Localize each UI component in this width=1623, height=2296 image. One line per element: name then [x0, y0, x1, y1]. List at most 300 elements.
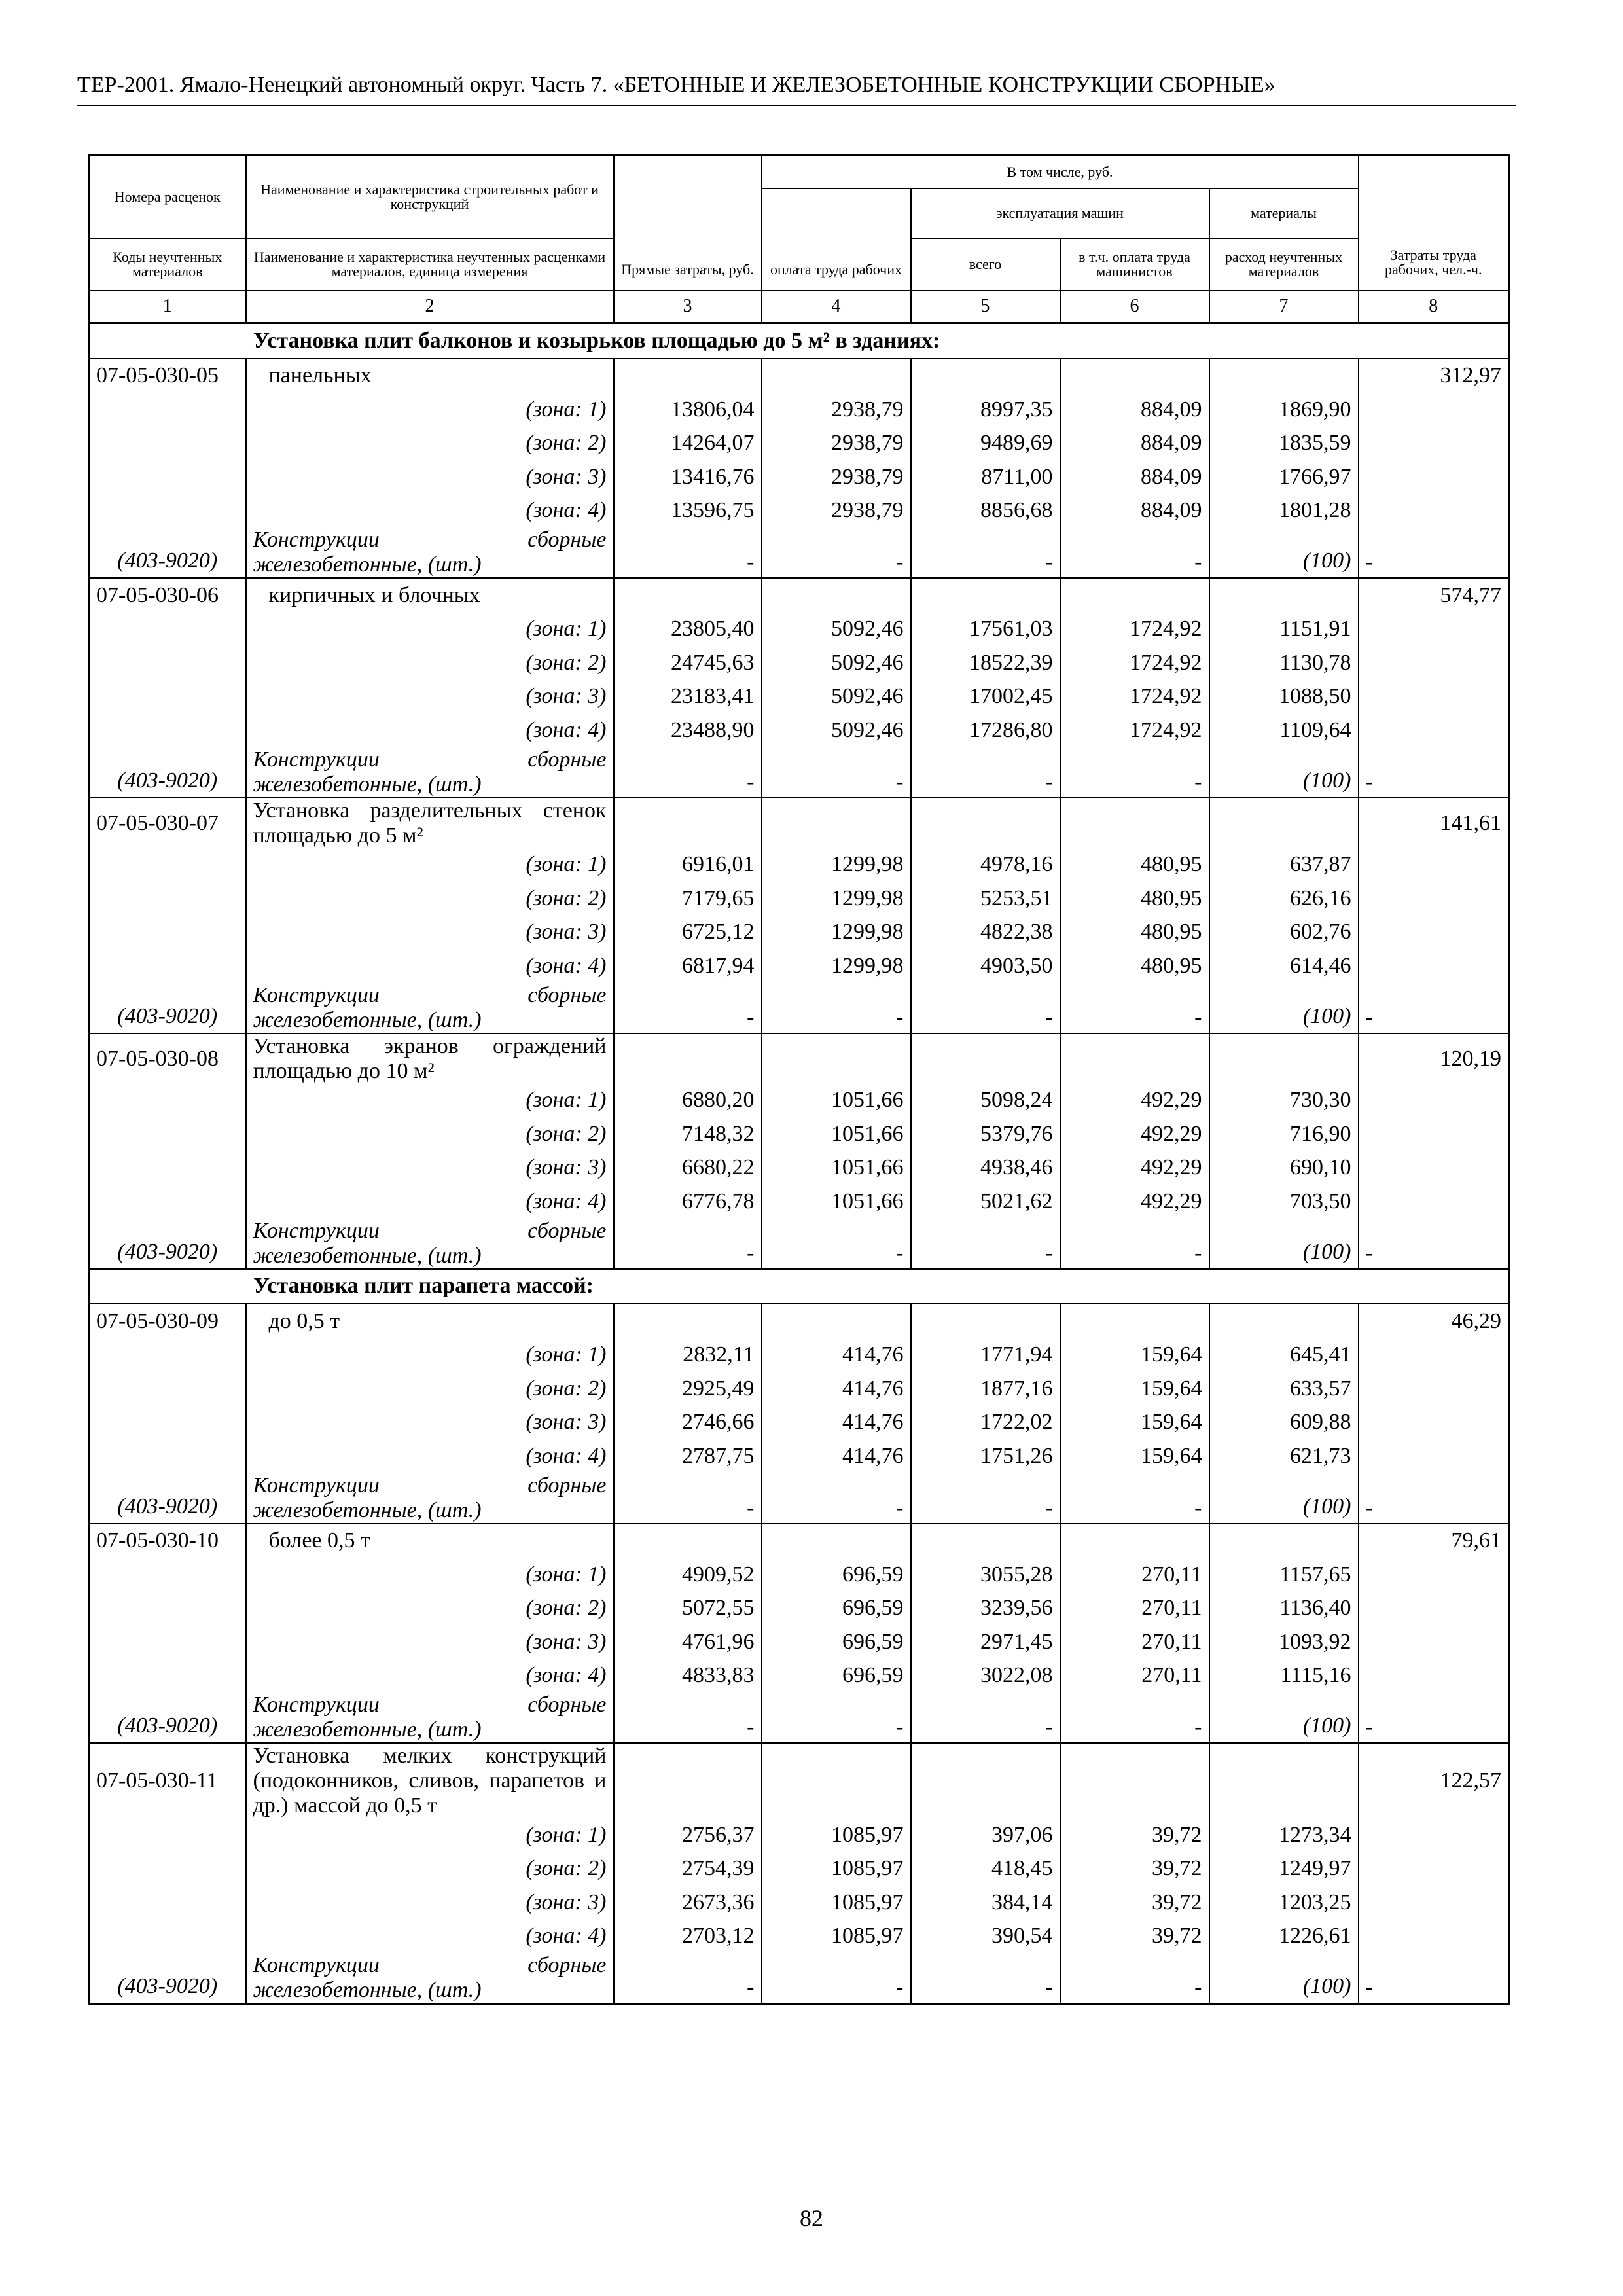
materials-cost: 1835,59 — [1209, 427, 1359, 461]
zone-label: (зона: 1) — [246, 1338, 614, 1372]
empty-cell — [1209, 798, 1359, 848]
material-row — [89, 1953, 1509, 2004]
empty-cell — [89, 460, 246, 494]
rate-name: более 0,5 т — [246, 1524, 614, 1558]
empty-cell — [89, 393, 246, 427]
page-number: 82 — [800, 2205, 823, 2231]
material-percent: (100) — [1209, 1693, 1359, 1743]
col7-header: расход неучтенных материалов — [1209, 238, 1359, 291]
operators-cost: 884,09 — [1060, 427, 1209, 461]
direct-cost: 23805,40 — [614, 613, 762, 647]
operators-cost: 480,95 — [1060, 949, 1209, 983]
zone-row — [89, 949, 1509, 983]
zone-label: (зона: 3) — [246, 916, 614, 950]
labor-cost: 79,61 — [1359, 1524, 1509, 1558]
material-dash: - — [1359, 1473, 1509, 1524]
zone-row — [89, 1886, 1509, 1920]
zone-row — [89, 646, 1509, 680]
zone-row — [89, 1117, 1509, 1151]
materials-cost: 716,90 — [1209, 1117, 1359, 1151]
machines-cost: 4978,16 — [911, 848, 1060, 882]
zone-label: (зона: 3) — [246, 680, 614, 714]
empty-cell — [614, 359, 762, 393]
material-dash: - — [1060, 1473, 1209, 1524]
wages-cost: 414,76 — [762, 1439, 911, 1473]
material-code: (403-9020) — [89, 528, 246, 578]
machines-cost: 17286,80 — [911, 713, 1060, 747]
materials-cost: 1130,78 — [1209, 646, 1359, 680]
direct-cost: 4833,83 — [614, 1659, 762, 1693]
empty-cell — [89, 949, 246, 983]
column-number: 3 — [614, 291, 762, 323]
material-code: (403-9020) — [89, 747, 246, 798]
material-dash: - — [614, 528, 762, 578]
direct-cost: 2703,12 — [614, 1920, 762, 1954]
zone-row — [89, 1406, 1509, 1440]
zone-row — [89, 1659, 1509, 1693]
direct-cost: 23488,90 — [614, 713, 762, 747]
col1-top-header: Номера расценок — [89, 156, 246, 238]
zone-label: (зона: 4) — [246, 1659, 614, 1693]
material-dash: - — [911, 983, 1060, 1033]
section-title-row — [89, 1269, 1509, 1304]
zone-row — [89, 1439, 1509, 1473]
direct-cost: 6817,94 — [614, 949, 762, 983]
operators-cost: 1724,92 — [1060, 646, 1209, 680]
zone-label: (зона: 2) — [246, 1372, 614, 1406]
empty-cell — [1060, 359, 1209, 393]
direct-cost: 14264,07 — [614, 427, 762, 461]
zone-row — [89, 1372, 1509, 1406]
zone-row — [89, 393, 1509, 427]
col4-header: оплата труда рабочих — [762, 188, 911, 291]
zone-label: (зона: 3) — [246, 1625, 614, 1659]
wages-cost: 1085,97 — [762, 1920, 911, 1954]
empty-cell — [1359, 916, 1509, 950]
empty-cell — [89, 613, 246, 647]
material-dash: - — [911, 1693, 1060, 1743]
materials-cost: 1249,97 — [1209, 1852, 1359, 1886]
empty-cell — [89, 848, 246, 882]
empty-cell — [89, 882, 246, 916]
operators-cost: 480,95 — [1060, 882, 1209, 916]
empty-cell — [1359, 1406, 1509, 1440]
column-number: 5 — [911, 291, 1060, 323]
labor-cost: 574,77 — [1359, 578, 1509, 613]
wages-cost: 1299,98 — [762, 916, 911, 950]
empty-cell — [762, 798, 911, 848]
direct-cost: 2832,11 — [614, 1338, 762, 1372]
material-dash: - — [614, 1473, 762, 1524]
direct-cost: 2746,66 — [614, 1406, 762, 1440]
empty-cell — [762, 1304, 911, 1338]
direct-cost: 2787,75 — [614, 1439, 762, 1473]
operators-cost: 270,11 — [1060, 1592, 1209, 1626]
zone-row — [89, 613, 1509, 647]
empty-cell — [1359, 460, 1509, 494]
machines-cost: 3239,56 — [911, 1592, 1060, 1626]
empty-cell — [1359, 1372, 1509, 1406]
machines-cost: 5021,62 — [911, 1185, 1060, 1219]
column-numbers-row — [89, 291, 1509, 323]
labor-cost: 122,57 — [1359, 1743, 1509, 1818]
empty-cell — [1359, 680, 1509, 714]
wages-cost: 1299,98 — [762, 882, 911, 916]
machines-cost: 17561,03 — [911, 613, 1060, 647]
labor-cost: 46,29 — [1359, 1304, 1509, 1338]
materials-cost: 1109,64 — [1209, 713, 1359, 747]
wages-cost: 1299,98 — [762, 949, 911, 983]
empty-cell — [1359, 1659, 1509, 1693]
zone-row — [89, 1558, 1509, 1592]
wages-cost: 1051,66 — [762, 1151, 911, 1185]
machines-cost: 18522,39 — [911, 646, 1060, 680]
material-code: (403-9020) — [89, 1693, 246, 1743]
wages-cost: 2938,79 — [762, 460, 911, 494]
empty-cell — [89, 1920, 246, 1954]
empty-cell — [762, 1033, 911, 1084]
column-number: 4 — [762, 291, 911, 323]
material-dash: - — [911, 1473, 1060, 1524]
section-title-row — [89, 323, 1509, 359]
empty-cell — [1209, 578, 1359, 613]
machines-cost: 4903,50 — [911, 949, 1060, 983]
material-percent: (100) — [1209, 1219, 1359, 1269]
empty-cell — [89, 1592, 246, 1626]
empty-cell — [1359, 393, 1509, 427]
direct-cost: 2756,37 — [614, 1818, 762, 1852]
wages-cost: 1051,66 — [762, 1185, 911, 1219]
empty-cell — [911, 1033, 1060, 1084]
empty-cell — [911, 359, 1060, 393]
zone-row — [89, 848, 1509, 882]
material-dash: - — [762, 747, 911, 798]
empty-cell — [1359, 1338, 1509, 1372]
operators-cost: 492,29 — [1060, 1185, 1209, 1219]
wages-cost: 414,76 — [762, 1338, 911, 1372]
rate-code: 07-05-030-06 — [89, 578, 246, 613]
zone-row — [89, 1920, 1509, 1954]
machines-cost: 390,54 — [911, 1920, 1060, 1954]
empty-cell — [1060, 1033, 1209, 1084]
material-percent: (100) — [1209, 983, 1359, 1033]
material-dash: - — [762, 1693, 911, 1743]
empty-cell — [89, 1117, 246, 1151]
materials-cost: 626,16 — [1209, 882, 1359, 916]
empty-cell — [1359, 713, 1509, 747]
machines-cost: 384,14 — [911, 1886, 1060, 1920]
wages-cost: 1051,66 — [762, 1117, 911, 1151]
rate-name: Установка мелких конструкций (подоконников, сливов, парапетов и др.) массой до 0,5 т — [246, 1743, 614, 1818]
material-name: Конструкции сборные железобетонные, (шт.) — [246, 528, 614, 578]
operators-cost: 39,72 — [1060, 1886, 1209, 1920]
zone-row — [89, 1592, 1509, 1626]
operators-cost: 159,64 — [1060, 1439, 1209, 1473]
page-header: ТЕР-2001. Ямало-Ненецкий автономный округ. Часть 7. «БЕТОННЫЕ И ЖЕЛЕЗОБЕТОННЫЕ КОНСТРУКЦИИ СБОРНЫЕ» — [77, 71, 1516, 106]
wages-cost: 5092,46 — [762, 613, 911, 647]
empty-cell — [89, 1818, 246, 1852]
empty-cell — [89, 1084, 246, 1118]
material-row — [89, 1219, 1509, 1269]
col8-header: Затраты труда рабочих, чел.-ч. — [1359, 156, 1509, 291]
empty-cell — [1359, 882, 1509, 916]
zone-label: (зона: 4) — [246, 494, 614, 528]
machines-cost: 1751,26 — [911, 1439, 1060, 1473]
column-number: 1 — [89, 291, 246, 323]
zone-row — [89, 494, 1509, 528]
operators-cost: 884,09 — [1060, 494, 1209, 528]
material-dash: - — [762, 1953, 911, 2004]
zone-row — [89, 1852, 1509, 1886]
direct-cost: 4761,96 — [614, 1625, 762, 1659]
empty-cell — [1060, 1743, 1209, 1818]
zone-label: (зона: 3) — [246, 1886, 614, 1920]
rate-row — [89, 1743, 1509, 1818]
material-dash: - — [1359, 1953, 1509, 2004]
materials-cost: 730,30 — [1209, 1084, 1359, 1118]
material-dash: - — [1060, 1219, 1209, 1269]
zone-label: (зона: 4) — [246, 1439, 614, 1473]
direct-cost: 2673,36 — [614, 1886, 762, 1920]
empty-cell — [1359, 1439, 1509, 1473]
material-name: Конструкции сборные железобетонные, (шт.) — [246, 1219, 614, 1269]
operators-cost: 884,09 — [1060, 393, 1209, 427]
materials-cost: 1766,97 — [1209, 460, 1359, 494]
empty-cell — [911, 1743, 1060, 1818]
empty-cell — [1209, 1524, 1359, 1558]
rates-table — [88, 154, 1510, 2005]
material-row — [89, 1693, 1509, 1743]
empty-cell — [1359, 1558, 1509, 1592]
zone-label: (зона: 2) — [246, 427, 614, 461]
column-number: 6 — [1060, 291, 1209, 323]
rate-code: 07-05-030-05 — [89, 359, 246, 393]
zone-row — [89, 680, 1509, 714]
wages-cost: 1051,66 — [762, 1084, 911, 1118]
machines-cost: 8856,68 — [911, 494, 1060, 528]
rate-row — [89, 578, 1509, 613]
empty-cell — [614, 1033, 762, 1084]
material-row — [89, 528, 1509, 578]
empty-cell — [89, 1185, 246, 1219]
zone-row — [89, 460, 1509, 494]
materials-cost: 1157,65 — [1209, 1558, 1359, 1592]
zone-label: (зона: 4) — [246, 949, 614, 983]
materials-cost: 621,73 — [1209, 1439, 1359, 1473]
materials-cost: 633,57 — [1209, 1372, 1359, 1406]
empty-cell — [1359, 1625, 1509, 1659]
rate-code: 07-05-030-07 — [89, 798, 246, 848]
empty-cell — [89, 713, 246, 747]
empty-cell — [89, 427, 246, 461]
operators-cost: 39,72 — [1060, 1852, 1209, 1886]
operators-cost: 270,11 — [1060, 1558, 1209, 1592]
section-title: Установка плит балконов и козырьков площадью до 5 м² в зданиях: — [89, 323, 1509, 359]
empty-cell — [762, 578, 911, 613]
empty-cell — [614, 798, 762, 848]
wages-cost: 5092,46 — [762, 713, 911, 747]
wages-cost: 696,59 — [762, 1592, 911, 1626]
empty-cell — [89, 1659, 246, 1693]
materials-cost: 690,10 — [1209, 1151, 1359, 1185]
labor-cost: 141,61 — [1359, 798, 1509, 848]
material-dash: - — [911, 1953, 1060, 2004]
empty-cell — [614, 1743, 762, 1818]
empty-cell — [1359, 1151, 1509, 1185]
zone-row — [89, 1818, 1509, 1852]
zone-label: (зона: 1) — [246, 1818, 614, 1852]
rate-name: панельных — [246, 359, 614, 393]
zone-label: (зона: 3) — [246, 1406, 614, 1440]
empty-cell — [1359, 1592, 1509, 1626]
zone-row — [89, 427, 1509, 461]
material-dash: - — [1359, 1219, 1509, 1269]
zone-row — [89, 882, 1509, 916]
table-header — [89, 156, 1509, 323]
material-dash: - — [614, 747, 762, 798]
direct-cost: 23183,41 — [614, 680, 762, 714]
machines-cost: 4938,46 — [911, 1151, 1060, 1185]
materials-cost: 1203,25 — [1209, 1886, 1359, 1920]
zone-label: (зона: 4) — [246, 1185, 614, 1219]
zone-label: (зона: 3) — [246, 460, 614, 494]
empty-cell — [1359, 646, 1509, 680]
material-dash: - — [614, 1219, 762, 1269]
material-name: Конструкции сборные железобетонные, (шт.) — [246, 1693, 614, 1743]
direct-cost: 6776,78 — [614, 1185, 762, 1219]
material-percent: (100) — [1209, 1953, 1359, 2004]
operators-cost: 884,09 — [1060, 460, 1209, 494]
wages-cost: 414,76 — [762, 1406, 911, 1440]
empty-cell — [614, 1304, 762, 1338]
wages-cost: 1085,97 — [762, 1886, 911, 1920]
machines-cost: 5253,51 — [911, 882, 1060, 916]
empty-cell — [89, 1372, 246, 1406]
direct-cost: 6725,12 — [614, 916, 762, 950]
operators-cost: 1724,92 — [1060, 713, 1209, 747]
wages-cost: 5092,46 — [762, 646, 911, 680]
materials-cost: 1093,92 — [1209, 1625, 1359, 1659]
material-dash: - — [614, 1953, 762, 2004]
labor-cost: 120,19 — [1359, 1033, 1509, 1084]
material-code: (403-9020) — [89, 983, 246, 1033]
empty-cell — [1359, 1920, 1509, 1954]
materials-cost: 609,88 — [1209, 1406, 1359, 1440]
empty-cell — [1359, 1084, 1509, 1118]
zone-label: (зона: 3) — [246, 1151, 614, 1185]
rate-code: 07-05-030-09 — [89, 1304, 246, 1338]
section-title: Установка плит парапета массой: — [89, 1269, 1509, 1304]
direct-cost: 6916,01 — [614, 848, 762, 882]
material-dash: - — [614, 1693, 762, 1743]
operators-cost: 1724,92 — [1060, 680, 1209, 714]
materials-cost: 614,46 — [1209, 949, 1359, 983]
zone-label: (зона: 1) — [246, 1084, 614, 1118]
material-row — [89, 747, 1509, 798]
col5-header: всего — [911, 238, 1060, 291]
materials-cost: 645,41 — [1209, 1338, 1359, 1372]
machines-cost: 1722,02 — [911, 1406, 1060, 1440]
zone-row — [89, 1151, 1509, 1185]
col6-header: в т.ч. оплата труда машинистов — [1060, 238, 1209, 291]
operators-cost: 159,64 — [1060, 1372, 1209, 1406]
zone-label: (зона: 1) — [246, 393, 614, 427]
rate-name: Установка экранов ограждений площадью до 10 м² — [246, 1033, 614, 1084]
empty-cell — [1359, 1886, 1509, 1920]
empty-cell — [762, 359, 911, 393]
wages-cost: 1299,98 — [762, 848, 911, 882]
direct-cost: 7179,65 — [614, 882, 762, 916]
direct-cost: 4909,52 — [614, 1558, 762, 1592]
rate-code: 07-05-030-08 — [89, 1033, 246, 1084]
materials-cost: 1273,34 — [1209, 1818, 1359, 1852]
rate-name: Установка разделительных стенок площадью до 5 м² — [246, 798, 614, 848]
empty-cell — [89, 1439, 246, 1473]
machines-cost: 8997,35 — [911, 393, 1060, 427]
empty-cell — [1359, 848, 1509, 882]
empty-cell — [911, 578, 1060, 613]
material-dash: - — [762, 528, 911, 578]
direct-cost: 2754,39 — [614, 1852, 762, 1886]
table-body — [89, 323, 1509, 2004]
rate-row — [89, 798, 1509, 848]
material-row — [89, 1473, 1509, 1524]
wages-cost: 696,59 — [762, 1625, 911, 1659]
machines-cost: 397,06 — [911, 1818, 1060, 1852]
machines-cost: 17002,45 — [911, 680, 1060, 714]
operators-cost: 159,64 — [1060, 1406, 1209, 1440]
empty-cell — [1060, 1524, 1209, 1558]
materials-cost: 637,87 — [1209, 848, 1359, 882]
empty-cell — [1359, 949, 1509, 983]
rate-name: кирпичных и блочных — [246, 578, 614, 613]
zone-label: (зона: 2) — [246, 1592, 614, 1626]
empty-cell — [614, 1524, 762, 1558]
direct-cost: 2925,49 — [614, 1372, 762, 1406]
wages-cost: 1085,97 — [762, 1852, 911, 1886]
material-dash: - — [1359, 528, 1509, 578]
machines-cost: 1877,16 — [911, 1372, 1060, 1406]
direct-cost: 6680,22 — [614, 1151, 762, 1185]
direct-cost: 7148,32 — [614, 1117, 762, 1151]
material-row — [89, 983, 1509, 1033]
empty-cell — [89, 1558, 246, 1592]
direct-cost: 24745,63 — [614, 646, 762, 680]
empty-cell — [89, 646, 246, 680]
empty-cell — [1209, 1033, 1359, 1084]
material-dash: - — [911, 747, 1060, 798]
machines-cost: 4822,38 — [911, 916, 1060, 950]
material-dash: - — [1060, 1693, 1209, 1743]
machines-cost: 9489,69 — [911, 427, 1060, 461]
zone-label: (зона: 4) — [246, 1920, 614, 1954]
empty-cell — [1359, 613, 1509, 647]
machines-cost: 3055,28 — [911, 1558, 1060, 1592]
empty-cell — [1060, 798, 1209, 848]
zone-row — [89, 916, 1509, 950]
material-dash: - — [911, 1219, 1060, 1269]
wages-cost: 2938,79 — [762, 494, 911, 528]
material-dash: - — [762, 1219, 911, 1269]
rate-code: 07-05-030-11 — [89, 1743, 246, 1818]
operators-cost: 39,72 — [1060, 1818, 1209, 1852]
column-number: 2 — [246, 291, 614, 323]
material-dash: - — [1359, 747, 1509, 798]
labor-cost: 312,97 — [1359, 359, 1509, 393]
operators-cost: 39,72 — [1060, 1920, 1209, 1954]
empty-cell — [1359, 494, 1509, 528]
empty-cell — [1359, 1185, 1509, 1219]
